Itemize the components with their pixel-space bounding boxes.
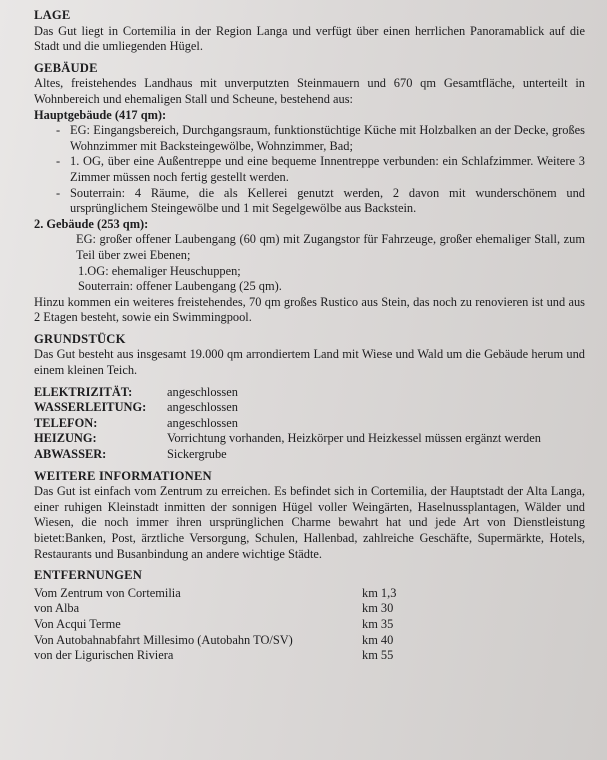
section-entfernungen	[34, 568, 585, 664]
distance-place: Von Autobahnabfahrt Millesimo (Autobahn TO/SV)	[34, 632, 293, 647]
label-telefon: TELEFON:	[34, 415, 98, 430]
distance-km: km 1,3	[362, 585, 397, 600]
value-heizung: Vorrichtung vorhanden, Heizkörper und Heizkessel müssen ergänzt werden	[167, 431, 541, 446]
distance-km: km 30	[362, 601, 394, 616]
label-elektrizitaet: ELEKTRIZITÄT:	[34, 384, 133, 399]
section-weitere-informationen	[34, 469, 585, 563]
heading-weitere: WEITERE INFORMATIONEN	[34, 468, 212, 483]
list-item: - EG: Eingangsbereich, Durchgangsraum, funktionstüchtige Küche mit Holzbalken an der Decke, großes Wohnzimmer mit Backsteingewölbe, Wohnzimmer, Bad;	[56, 123, 585, 154]
value-elektrizitaet: angeschlossen	[167, 384, 238, 399]
second-building-og: 1.OG: ehemaliger Heuschuppen;	[78, 263, 241, 278]
section-grundstueck	[34, 332, 585, 379]
second-building-title: 2. Gebäude (253 qm):	[34, 216, 149, 231]
grundstueck-text: Das Gut besteht aus insgesamt 19.000 qm arrondiertem Land mit Wiese und Wald um die Gebäude herum und einem kleinen Teich.	[34, 347, 585, 378]
gebaeude-intro: Altes, freistehendes Landhaus mit unverputzten Steinmauern und 670 qm Gesamtfläche, unterteilt in Wohnbereich und ehemaligen Stall und Scheune, bestehend aus:	[34, 76, 585, 106]
second-building-eg: EG: großer offener Laubengang (60 qm) mit Zugangstor für Fahrzeuge, großer ehemaliger Stall, zum Teil über zwei Ebenen;	[76, 232, 585, 262]
weitere-text: Das Gut ist einfach vom Zentrum zu erreichen. Es befindet sich in Cortemilia, der Hauptstadt der Alta Langa, einer ruhigen Kleinstadt inmitten der sonnigen Hügel voller Weingärten, Haselnussplantagen, Wälder und Wiesen, die noch immer ihren ursprünglichen Charme bewahrt hat und jede Art von Dienstleistung bietet:Banken, Post, ärztliche Versorgung, Schulen, Hallenbad, zahlreiche Geschäfte, Supermärkte, Hotels, Restaurants und Busanbindung an andere wichtige Städte.	[34, 484, 585, 561]
heading-grundstueck: GRUNDSTÜCK	[34, 331, 126, 346]
list-item: - Souterrain: 4 Räume, die als Kellerei genutzt werden, 2 davon mit wunderschönem und ursprünglichem Steingewölbe und 1 mit Segelgewölbe aus Backstein.	[56, 186, 585, 217]
value-wasserleitung: angeschlossen	[167, 400, 238, 415]
main-building-title: Hauptgebäude (417 qm):	[34, 107, 167, 122]
ausstattung-table	[34, 385, 585, 463]
distance-place: Von Acqui Terme	[34, 616, 121, 631]
distance-km: km 40	[362, 632, 394, 647]
value-telefon: angeschlossen	[167, 415, 238, 430]
heading-gebaeude: GEBÄUDE	[34, 60, 98, 75]
label-heizung: HEIZUNG:	[34, 431, 97, 446]
section-gebaeude	[34, 61, 585, 326]
main-building-list	[34, 123, 585, 217]
list-item: - 1. OG, über eine Außentreppe und eine bequeme Innentreppe verbunden: ein Schlafzimmer. Weitere 3 Zimmer müssen noch fertig gestellt werden.	[56, 154, 585, 185]
distance-km: km 55	[362, 648, 394, 663]
distance-km: km 35	[362, 616, 394, 631]
section-lage	[34, 8, 585, 55]
label-abwasser: ABWASSER:	[34, 447, 107, 462]
distance-place: Vom Zentrum von Cortemilia	[34, 585, 181, 600]
gebaeude-extra: Hinzu kommen ein weiteres freistehendes, 70 qm großes Rustico aus Stein, das noch zu renovieren ist und aus 2 Etagen besteht, sowie ein Swimmingpool.	[34, 294, 585, 325]
distance-table	[34, 586, 585, 664]
distance-place: von Alba	[34, 601, 80, 616]
value-abwasser: Sickergrube	[167, 447, 227, 462]
label-wasserleitung: WASSERLEITUNG:	[34, 400, 147, 415]
heading-lage: LAGE	[34, 8, 71, 22]
second-building-souterrain: Souterrain: offener Laubengang (25 qm).	[78, 279, 282, 294]
lage-text: Das Gut liegt in Cortemilia in der Region Langa und verfügt über einen herrlichen Panoramablick auf die Stadt und die umliegenden Hügel.	[34, 23, 585, 54]
distance-place: von der Ligurischen Riviera	[34, 648, 174, 663]
heading-entfernungen: ENTFERNUNGEN	[34, 568, 143, 583]
